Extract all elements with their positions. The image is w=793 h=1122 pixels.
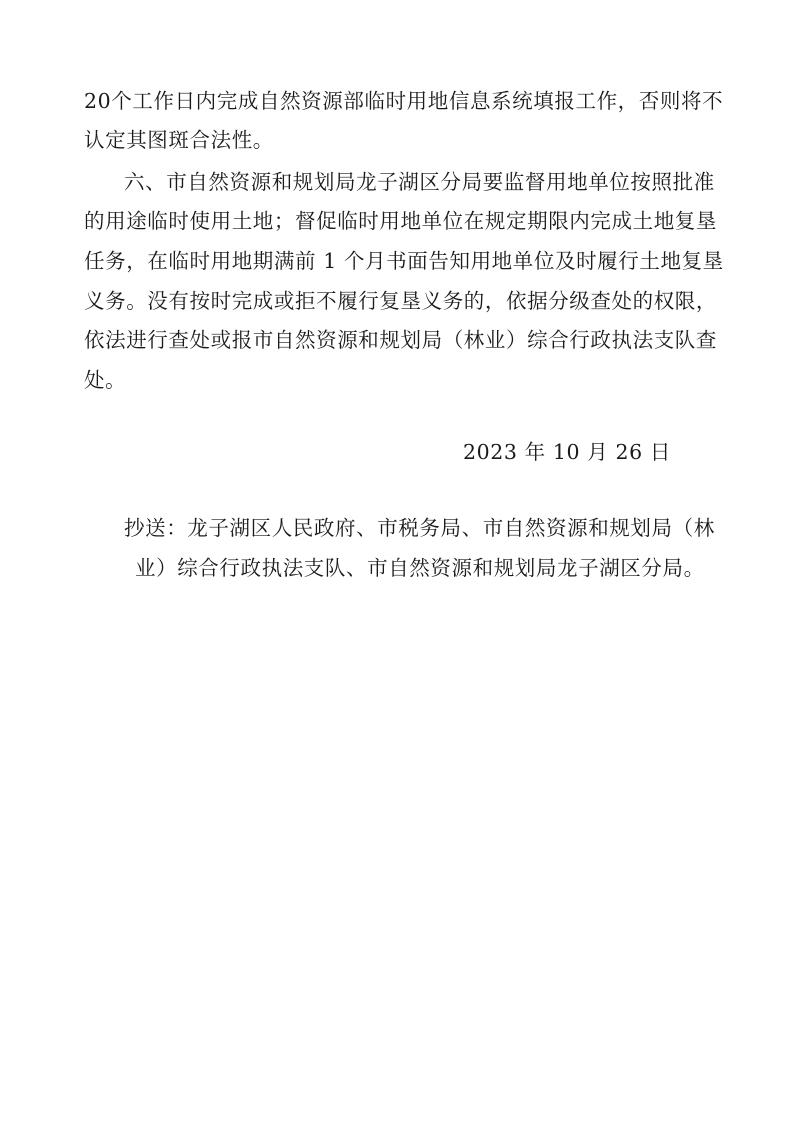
paragraph-six-line-4: 义务。没有按时完成或拒不履行复垦义务的，依据分级查处的权限， <box>84 289 717 313</box>
paragraph-six-line-2: 的用途临时使用土地；督促临时用地单位在规定期限内完成土地复垦 <box>84 209 717 233</box>
paragraph-six-line-1: 六、市自然资源和规划局龙子湖区分局要监督用地单位按照批准 <box>124 170 715 194</box>
copy-to-line-1: 抄送：龙子湖区人民政府、市税务局、市自然资源和规划局（林 <box>124 516 715 540</box>
paragraph-six-line-5: 依法进行查处或报市自然资源和规划局（林业）综合行政执法支队查 <box>84 328 717 352</box>
copy-to-line-2: 业）综合行政执法支队、市自然资源和规划局龙子湖区分局。 <box>135 556 705 580</box>
paragraph-six-line-3: 任务，在临时用地期满前 1 个月书面告知用地单位及时履行土地复垦 <box>84 249 724 273</box>
paragraph-six-line-6: 处。 <box>84 368 127 392</box>
body-line-2: 认定其图斑合法性。 <box>84 128 274 152</box>
issue-date: 2023 年 10 月 26 日 <box>463 440 672 464</box>
body-line-1: 20个工作日内完成自然资源部临时用地信息系统填报工作，否则将不 <box>84 89 724 113</box>
